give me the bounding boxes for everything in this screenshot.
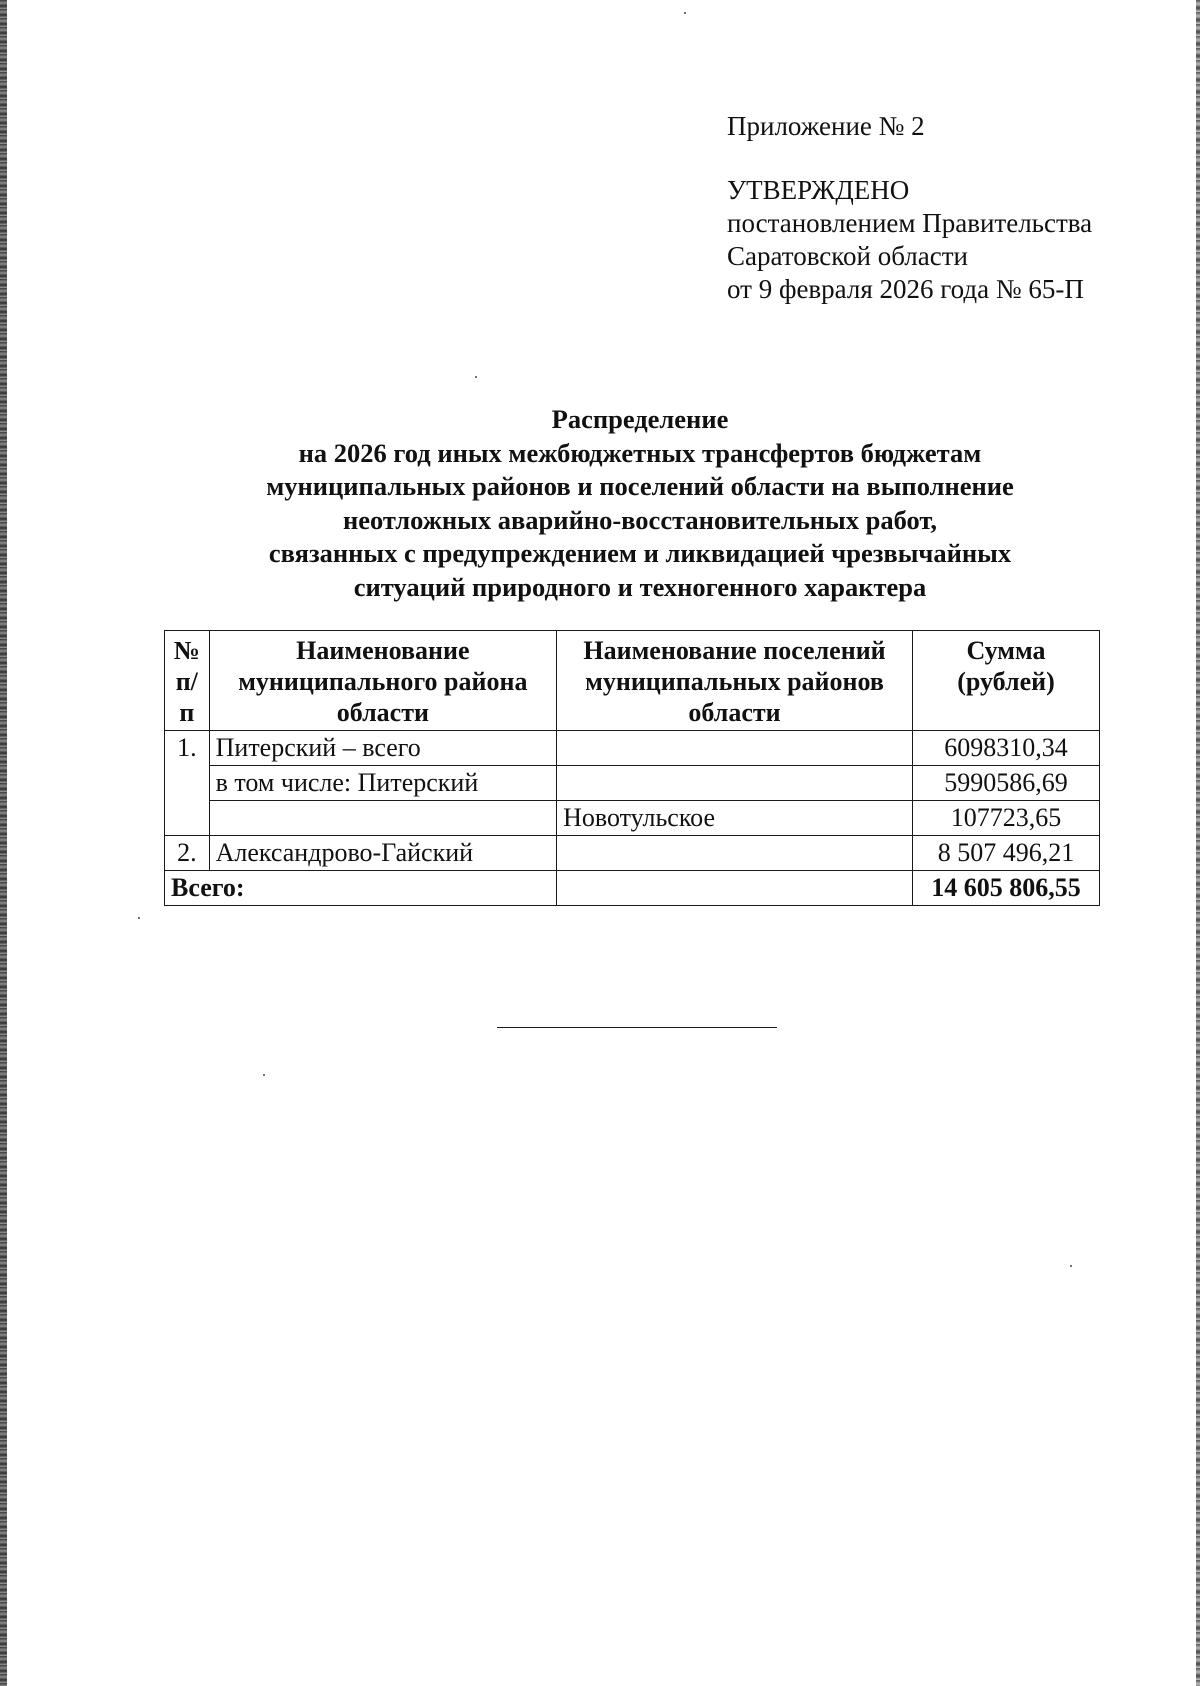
scan-speck (1070, 1265, 1072, 1267)
sum-cell: 6098310,34 (913, 731, 1100, 766)
title-line: на 2026 год иных межбюджетных трансфертов бюджетам (298, 437, 982, 468)
header-settlement: Наименование поселений муниципальных районов области (557, 631, 913, 731)
total-label: Всего: (165, 871, 557, 906)
header-num: № п/п (165, 631, 210, 731)
scan-speck (475, 376, 477, 378)
title-line: Распределение (551, 404, 729, 434)
approval-block (727, 110, 1167, 306)
row-number: 1. (165, 731, 210, 836)
table-total-row (165, 871, 1100, 906)
district-cell: в том числе: Питерский (209, 766, 556, 801)
title-line: связанных с предупреждением и ликвидацией чрезвычайных (268, 538, 1012, 568)
approved-heading: УТВЕРЖДЕНО (727, 175, 910, 205)
document-title (160, 403, 1120, 604)
appendix-number: Приложение № 2 (727, 111, 925, 141)
table-row (165, 766, 1100, 801)
scan-speck (138, 917, 140, 919)
approval-line: Саратовской области (727, 241, 968, 271)
settlement-cell (557, 731, 913, 766)
title-line: неотложных аварийно-восстановительных работ, (342, 504, 938, 535)
scan-edge-right (1196, 0, 1200, 1686)
district-cell: Питерский – всего (209, 731, 556, 766)
closing-rule (497, 1027, 777, 1028)
approval-line: постановлением Правительства (727, 208, 1093, 238)
header-district: Наименование муниципального района области (209, 631, 556, 731)
sum-cell: 107723,65 (913, 801, 1100, 836)
title-line: ситуаций природного и техногенного характера (353, 571, 927, 602)
header-sum: Сумма (рублей) (913, 631, 1100, 731)
row-number: 2. (165, 836, 210, 871)
settlement-cell (557, 766, 913, 801)
scan-speck (684, 12, 686, 14)
settlement-cell (557, 836, 913, 871)
total-sum: 14 605 806,55 (913, 871, 1100, 906)
table-header-row (165, 631, 1100, 731)
approval-date-line: от 9 февраля 2026 года № 65-П (727, 274, 1084, 304)
sum-cell: 5990586,69 (913, 766, 1100, 801)
table-row (165, 836, 1100, 871)
scan-edge-left (0, 0, 7, 1686)
district-cell: Александрово-Гайский (209, 836, 556, 871)
total-empty-cell (557, 871, 913, 906)
scan-speck (263, 1074, 265, 1076)
settlement-cell: Новотульское (557, 801, 913, 836)
district-cell (209, 801, 556, 836)
distribution-table (164, 630, 1100, 906)
sum-cell: 8 507 496,21 (913, 836, 1100, 871)
table-row (165, 731, 1100, 766)
table-row (165, 801, 1100, 836)
title-line: муниципальных районов и поселений области на выполнение (266, 471, 1014, 501)
